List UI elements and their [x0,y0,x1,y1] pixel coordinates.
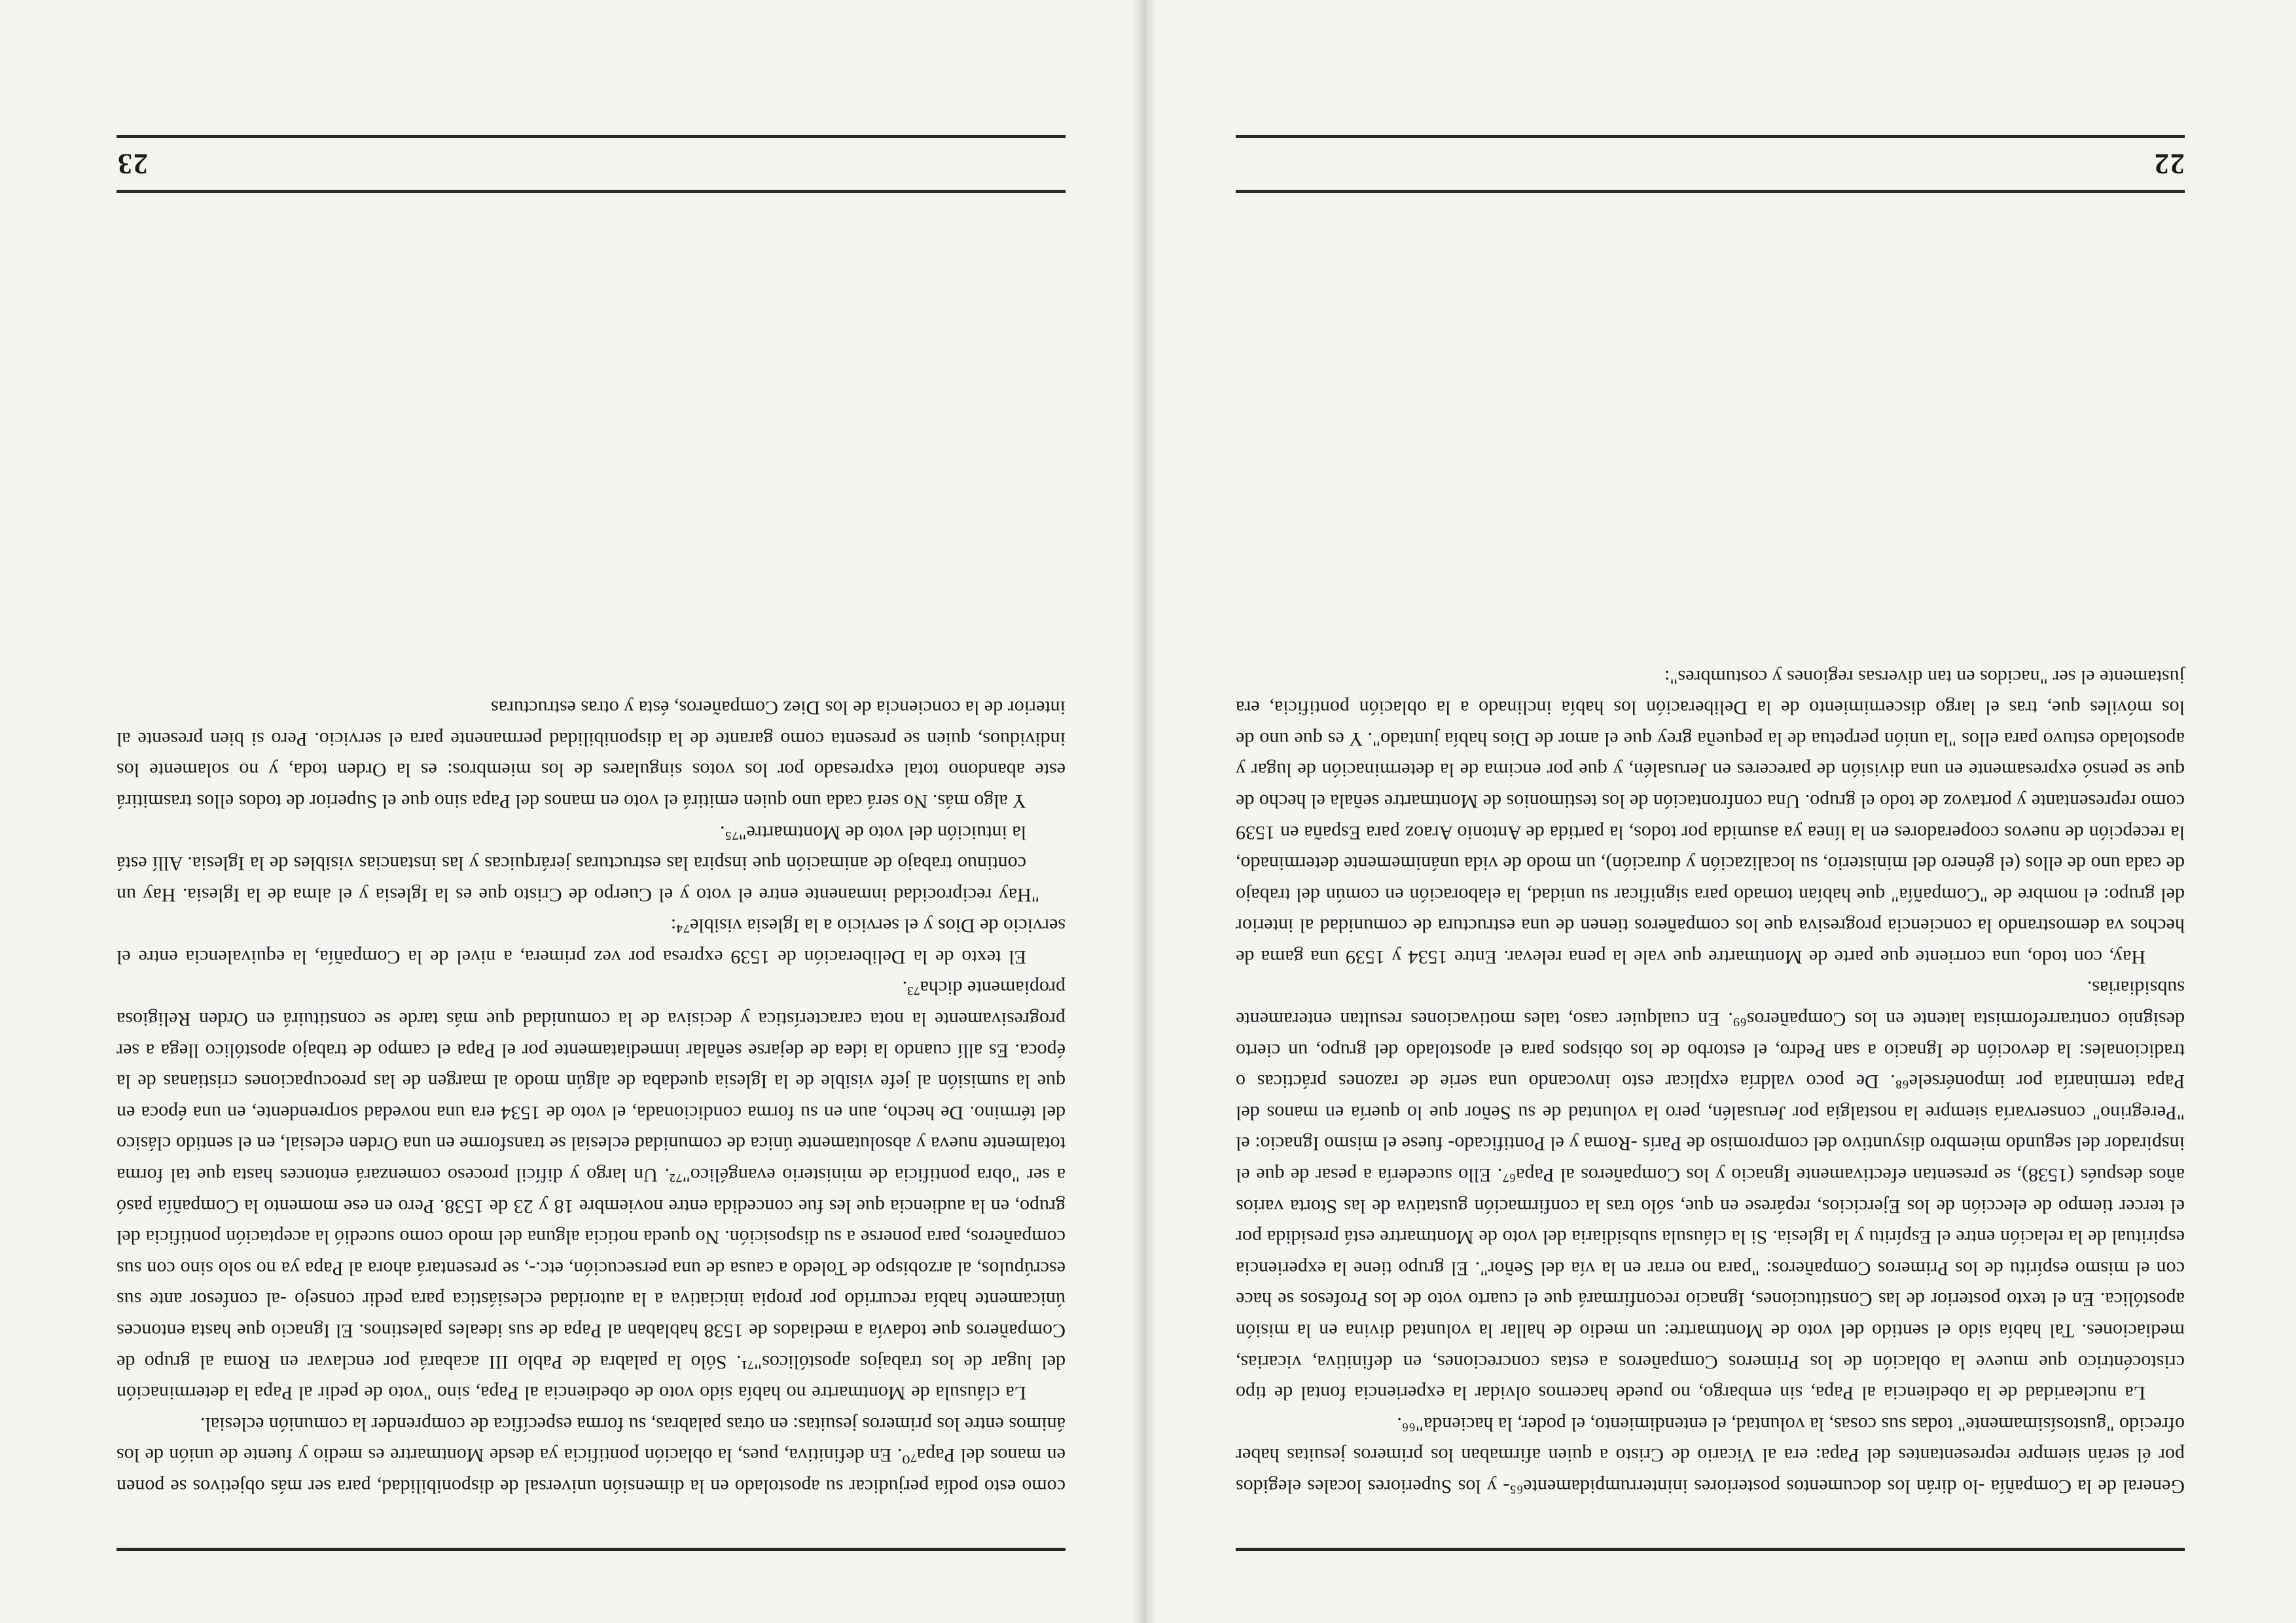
paragraph: Hay, con todo, una corriente que parte de Montmartre que vale la pena relevar. Entre 1534 y 1539 una gama de hechos va demostrando la conciencia progresiva que los compañeros tienen de una estructura de comunidad al interior del grupo: el nombre de "Compañía" que habían tomado para significar su unidad, la elaboración en común del trabajo de cada uno de ellos (el género del ministerio, su localización y duración), un modo de vida unánimemente determinado, la recepción de nuevos cooperadores en la línea ya asumida por todos, la partida de Antonio Araoz para España en 1539 como representante y portavoz de todo el grupo. Una confrontación de los testimonios de Montmartre señala el hecho de que se pensó expresamente en una división de pareceres en Jerusalén, y que por encima de la determinación de lugar y apostolado estuvo para ellos "la unión perpetua de la pequeña grey que el amor de Dios había juntado". Y es que uno de los móviles que, tras el largo discernimiento de la Deliberación los había inclinado a la oblación pontificia, era justamente el ser "nacidos en tan diversas regiones y costumbres": [1236,666,2185,968]
block-quote: "Hay reciprocidad inmanente entre el voto y el Cuerpo de Cristo que es la Iglesia y el alma de la Iglesia. Hay un continuo trabajo de animación que inspira las estructuras jerárquicas y las instancias visibles de la Iglesia. Allí está la intuición del voto de Montmartre"⁷⁵. [117,821,1039,906]
book-gutter [1131,0,1157,1623]
paragraph: General de la Compañía -lo dirán los documentos posteriores ininterrumpidamente⁶⁵- y los Superiores locales elegidos por él serán siempre representantes del Papa: era al Vicario de Cristo a quien afirmaban los primeros jesuitas haber ofrecido "gustosísimamente" todas sus cosas, la voluntad, el entendimiento, el poder, la hacienda"⁶⁶. [1236,1413,2185,1497]
page-text [1236,661,2185,1502]
page-23 [117,72,1066,1551]
top-rule [1236,1548,2185,1551]
paragraph: La cláusula de Montmartre no había sido voto de obediencia al Papa, sino "voto de pedir al Papa la determinación del lugar de los trabajos apostólicos"⁷¹. Sólo la palabra de Pablo III acabará por enclavar en Roma al grupo de Compañeros que todavía a mediados de 1538 hablaban al Papa de sus ideales palestinos. El Ignacio que hasta entonces únicamente había recurrido por propia iniciativa a la autoridad eclesiástica para pedir consejo -al confesor ante sus escrúpulos, al arzobispo de Toledo a causa de una persecución, etc.-, se presentará ahora al Papa ya no solo sino con sus compañeros, para ponerse a su disposición. No queda noticia alguna del modo como sucedió la aceptación pontificia del grupo, en la audiencia que les fue concedida entre noviembre 18 y 23 de 1538. Pero en ese momento la Compañía pasó a ser "obra pontificia de ministerio evangélico"⁷². Un largo y difícil proceso comenzará entonces hasta que tal forma totalmente nueva y absolutamente única de comunidad eclesial se transforme en una Orden eclesial, en el sentido clásico del término. De hecho, aun en su forma condicionada, el voto de 1534 era una novedad sorprendente, en una época en que la sumisión al jefe visible de la Iglesia quedaba de algún modo al margen de las preocupaciones cristianas de la época. Es allí cuando la idea de dejarse señalar inmediatamente por el Papa el campo de trabajo apostólico llega a ser progresivamente la nota característica y decisiva de la comunidad que más tarde se constituirá en Orden Religiosa propiamente dicha⁷³. [117,977,1066,1404]
folio-rule-bottom [117,135,1066,138]
paragraph: como esto podía perjudicar su apostolado en la dimensión universal de disponibilidad, para ser más objetivos se ponen en manos del Papa⁷⁰. En definitiva, pues, la oblación pontificia ya desde Montmartre es medio y fuente de unión de los ánimos entre los primeros jesuitas: en otras palabras, su forma específica de comprender la comunión eclesial. [117,1413,1066,1497]
folio-block [1236,135,2185,193]
folio-rule-top [117,190,1066,193]
page-number: 22 [2153,148,2185,180]
top-rule [117,1548,1066,1551]
paragraph: El texto de la Deliberación de 1539 expresa por vez primera, a nivel de la Compañía, la equivalencia entre el servicio de Dios y el servicio a la Iglesia visible⁷⁴: [117,915,1066,968]
folio-rule-top [1236,190,2185,193]
paragraph: Y algo más. No será cada uno quien emitirá el voto en manos del Papa sino que el Superior de todos ellos trasmitirá este abandono total expresado por los votos singulares de los miembros: es la Orden toda, y no solamente los individuos, quien se presenta como garante de la disponibilidad permanente para el servicio. Pero si bien presente al interior de la conciencia de los Diez Compañeros, ésta y otras estructuras [117,697,1066,812]
paragraph: La nuclearidad de la obediencia al Papa, sin embargo, no puede hacernos olvidar la experiencia fontal de tipo cristocéntrico que mueve la oblación de los Primeros Compañeros a estas concreciones, en definitiva, vicarias, mediaciones. Tal había sido el sentido del voto de Montmartre: un medio de hallar la voluntad divina en la misión apostólica. En el texto posterior de las Constituciones, Ignacio reconfirmará que el cuarto voto de los Profesos se hace con el mismo espíritu de los Primeros Compañeros: "para no errar en la vía del Señor". El grupo tiene la experiencia espiritual de la relación entre el Espíritu y la Iglesia. Si la cláusula subsidiaria del voto de Montmartre está presidida por el tercer tiempo de elección de los Ejercicios, repárese en que, sólo tras la confirmación gustativa de las Storta varios años después (1538), se presentan efectivamente Ignacio y los Compañeros al Papa⁶⁷. Ello sucedería a pesar de que el inspirador del segundo miembro disyuntivo del compromiso de París -Roma y el Pontificado- fuese el mismo Ignacio: el "Peregrino" conservaría siempre la nostalgia por Jerusalén, pero la voluntad de su Señor que lo quería en manos del Papa terminaría por imponérsele⁶⁸. De poco valdría explicar esto invocando una serie de razones prácticas o tradicionales: la devoción de Ignacio a san Pedro, el estorbo de los obispos para el apostolado del grupo, un cierto designio contrarreformista latente en los Compañeros⁶⁹. En cualquier caso, tales motivaciones resultan enteramente subsidiarias. [1236,977,2185,1404]
folio-rule-bottom [1236,135,2185,138]
page-number: 23 [117,148,148,180]
page-22 [1236,72,2185,1551]
folio-block [117,135,1066,193]
page-text [117,692,1066,1502]
